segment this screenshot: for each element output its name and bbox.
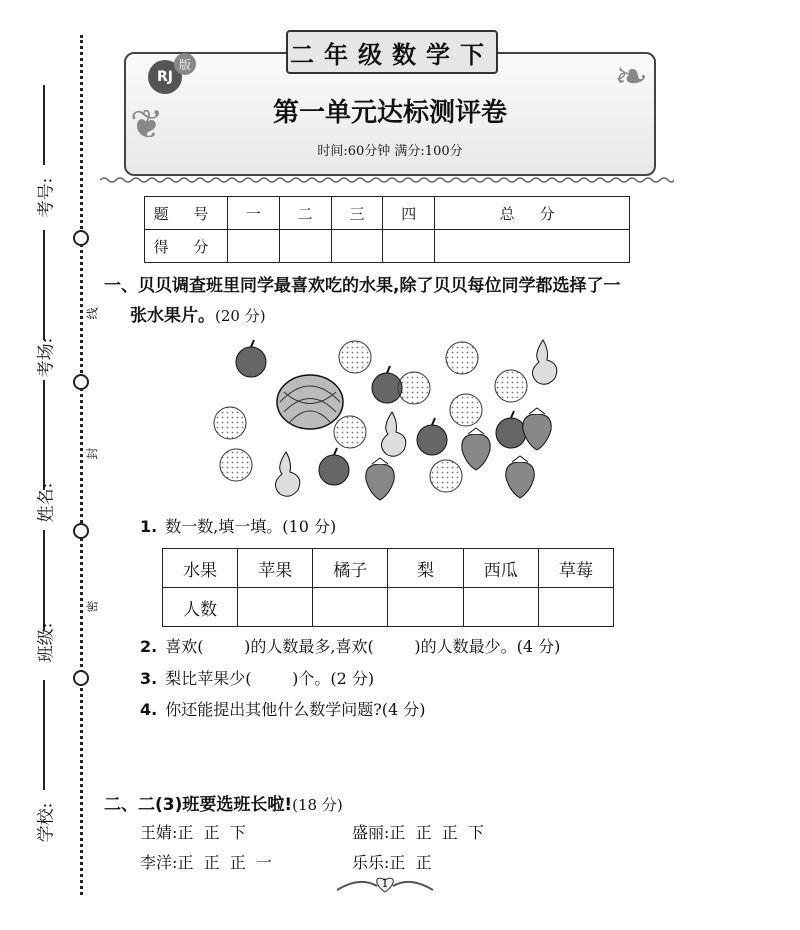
answer-cell[interactable] [388,588,463,627]
section-1-title-cont-text: 张水果片。 [130,306,215,326]
question-2 [140,634,560,657]
question-text: 梨比苹果少( )个。(2 分) [165,669,375,688]
page-title: 第一单元达标测评卷 [272,98,507,128]
section-1-points: (20 分) [215,307,266,325]
table-cell: 水果 [163,549,238,588]
binding-ring [73,230,89,246]
section-2-title [104,790,343,815]
orange-icon [495,370,527,402]
table-cell: 梨 [388,549,463,588]
page-number: 1 [381,877,389,890]
strawberry-icon [366,458,394,500]
score-input-cell[interactable] [435,230,630,263]
table-cell: 四 [383,197,435,230]
table-row [145,197,630,230]
answer-cell[interactable] [238,588,313,627]
orange-icon [334,416,366,448]
apple-icon [417,418,447,455]
score-input-cell[interactable] [228,230,280,263]
candidate-name: 盛丽: [352,823,390,842]
label-exam-no: 考号: [36,177,57,218]
edition-badge: RJ [148,60,182,94]
table-cell: 题 号 [145,197,228,230]
score-table [144,196,630,263]
apple-icon [319,448,349,485]
watermelon-icon [277,375,343,429]
answer-cell[interactable] [463,588,538,627]
question-text: 喜欢( )的人数最多,喜欢( )的人数最少。(4 分) [165,637,561,656]
binding-ring [73,523,89,539]
edition-badge-suffix: 版 [174,53,196,75]
answer-cell[interactable] [313,588,388,627]
section-1-title-cont [130,301,266,326]
table-cell: 三 [331,197,383,230]
apple-icon [236,340,266,377]
tally-marks: 正 正 正 下 [389,823,484,842]
table-cell: 二 [279,197,331,230]
tally-marks: 正 正 [389,853,432,872]
table-cell: 一 [228,197,280,230]
apple-icon [372,366,402,403]
cut-word: 封 [85,447,100,460]
pear-icon [275,452,299,496]
section-1-title: 一、贝贝调查班里同学最喜欢吃的水果,除了贝贝每位同学都选择了一 [104,276,621,296]
candidate-name: 李洋: [140,853,178,872]
question-number: 3. [140,669,158,688]
cut-word: 密 [85,600,100,613]
section-2-points: (18 分) [292,796,343,814]
table-row [163,549,614,588]
wave-divider [100,176,674,184]
question-number: 2. [140,637,158,656]
orange-icon [339,341,371,373]
floral-ornament-icon: ❧ [614,54,648,100]
fill-line [43,680,45,790]
time-score-info: 时间:60分钟 满分:100分 [317,144,463,159]
score-input-cell[interactable] [279,230,331,263]
strawberry-icon [462,428,490,470]
table-cell: 草莓 [538,549,613,588]
pear-icon [532,340,556,384]
fill-line [43,85,45,165]
question-text: 你还能提出其他什么数学问题?(4 分) [165,700,426,719]
binding-ring [73,670,89,686]
table-cell: 苹果 [238,549,313,588]
orange-icon [398,372,430,404]
table-row [145,230,630,263]
apple-icon [496,411,526,448]
strawberry-icon [506,456,534,498]
question-number: 1. [140,517,158,536]
question-1 [140,514,336,537]
orange-icon [450,394,482,426]
question-4 [140,697,426,720]
orange-icon [220,449,252,481]
question-text: 数一数,填一填。(10 分) [165,517,337,536]
binding-ring [73,374,89,390]
fill-line [43,230,45,340]
fill-line [43,380,45,490]
pear-icon [381,412,405,456]
orange-icon [446,342,478,374]
fruit-count-table [162,548,614,627]
candidate-votes [352,850,432,873]
tally-marks: 正 正 正 一 [177,853,272,872]
question-3 [140,666,374,689]
fill-line [43,530,45,630]
section-2-title-text: 二、二(3)班要选班长啦! [104,795,293,815]
table-cell: 西瓜 [463,549,538,588]
label-school: 学校: [36,802,57,843]
candidate-votes [140,850,272,873]
table-cell: 得 分 [145,230,228,263]
floral-ornament-icon: ❦ [130,102,164,148]
label-name: 姓名: [36,482,57,523]
binding-strip [0,0,100,930]
tally-marks: 正 正 下 [177,823,246,842]
table-cell: 总 分 [435,197,630,230]
label-exam-room: 考场: [36,337,57,378]
candidate-votes [352,820,484,843]
table-row [163,588,614,627]
label-class: 班级: [36,622,57,663]
table-cell: 橘子 [313,549,388,588]
dotted-cut-line [80,35,83,895]
answer-cell[interactable] [538,588,613,627]
candidate-name: 乐乐: [352,853,390,872]
score-input-cell[interactable] [383,230,435,263]
cut-word: 线 [85,307,100,320]
fruit-illustration [200,330,580,505]
candidate-name: 王婧: [140,823,178,842]
grade-ribbon: 二年级数学下 [286,30,498,74]
orange-icon [430,460,462,492]
page-number-ornament [335,872,435,896]
question-number: 4. [140,700,158,719]
strawberry-icon [523,408,551,450]
candidate-votes [140,820,246,843]
table-cell: 人数 [163,588,238,627]
orange-icon [214,407,246,439]
score-input-cell[interactable] [331,230,383,263]
